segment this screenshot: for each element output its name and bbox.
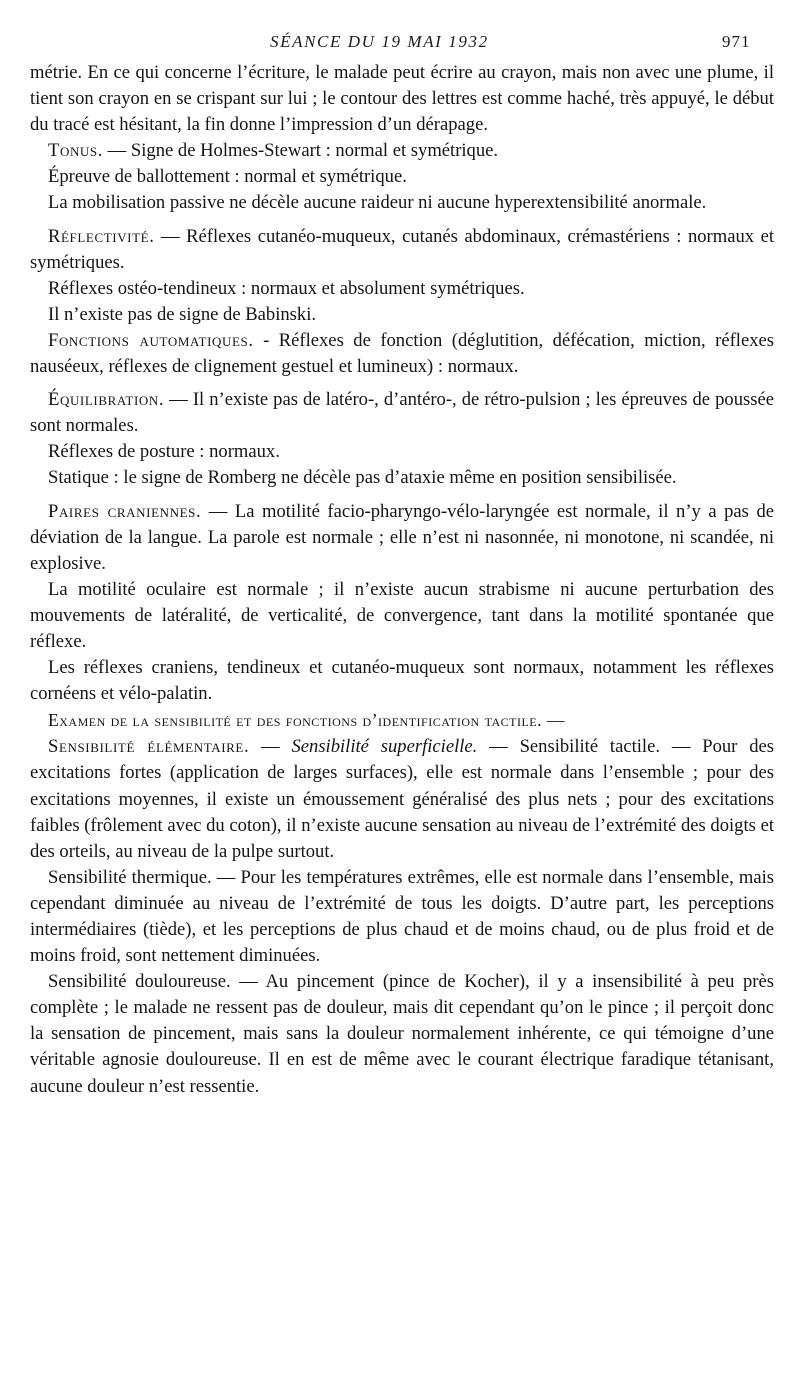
paragraph-reflexes-osteo — [30, 276, 774, 302]
paragraph-text: La mobilisation passive ne décèle aucune raideur ni aucune hyperextensibilité anormale. — [48, 192, 707, 214]
paragraph-text: - Réflexes de fonction (déglutition, défécation, miction, réflexes nauséeux, réflexes de clignement gestuel et lumineux) : normaux. — [30, 329, 774, 378]
paragraph-text: métrie. En ce qui concerne l’écriture, le malade peut écrire au crayon, mais non avec une plume, il tient son crayon en se crispant sur lui ; le contour des lettres est comme haché, très appuyé, le début du tracé est hésitant, la fin donne l’impression d’un dérapage. — [30, 62, 774, 136]
section-heading: Examen de la sensibilité et des fonctions d’identification tactile. — — [48, 710, 566, 731]
paragraph-text: La motilité oculaire est normale ; il n’existe aucun strabisme ni aucune perturbation des mouvements de latéralité, de verticalité, de convergence, tant dans la motilité spontanée que réflexe. — [30, 578, 774, 652]
paragraph-text: Sensibilité douloureuse. — Au pincement (pince de Kocher), il y a insensibilité à peu près complète ; le malade ne ressent pas de douleur, mais dit cependant qu’on le pince ; il perçoit donc la sensation de pincement, mais sans la douleur normalement inhérente, ce qui témoigne d’une véritable agnosie douloureuse. Il en est de même avec le courant électrique faradique tétanisant, aucune douleur n’est ressentie. — [30, 971, 774, 1097]
paragraph-text: — Signe de Holmes-Stewart : normal et symétrique. — [103, 140, 499, 162]
paragraph-examen-sensibilite — [30, 707, 774, 734]
italic-subheading: Sensibilité superficielle. — [291, 736, 478, 758]
paragraph-sensibilite-thermique — [30, 865, 774, 969]
section-lead: Réflectivité. — [48, 225, 155, 247]
section-lead: Équilibration. — [48, 389, 165, 411]
paragraph-text: Épreuve de ballottement : normal et symétrique. — [48, 166, 407, 188]
paragraph-text: Les réflexes craniens, tendineux et cutanéo-muqueux sont normaux, notamment les réflexes cornéens et vélo-palatin. — [30, 657, 774, 705]
paragraph-equilibration — [30, 387, 774, 439]
section-lead: Tonus. — [48, 140, 104, 162]
section-lead: Paires craniennes. — [48, 500, 202, 522]
paragraph-sensibilite-elementaire — [30, 734, 774, 864]
paragraph-text: Réflexes ostéo-tendineux : normaux et absolument symétriques. — [48, 277, 525, 299]
paragraph-reflectivite — [30, 224, 774, 276]
paragraph-ballottement — [30, 164, 774, 190]
section-lead: Sensibilité élémentaire. — [48, 736, 250, 758]
paragraph-babinski — [30, 302, 774, 328]
dash-separator: — — [249, 736, 292, 758]
text-body — [30, 60, 774, 1100]
paragraph-text: — Sensibilité tactile. — Pour des excitations fortes (application de larges surfaces), elle est normale dans l’ensemble ; pour des excitations moyennes, il existe un émoussement généralisé des plus nets ; pour des excitations faibles (frôlement avec du coton), il n’existe aucune sensation au niveau de l’extrémité des doigts et des orteils, au niveau de la pulpe surtout. — [30, 736, 774, 862]
paragraph-paires-craniennes — [30, 499, 774, 577]
paragraph-text: — Réflexes cutanéo-muqueux, cutanés abdominaux, crémastériens : normaux et symétriques. — [30, 225, 774, 273]
paragraph-motilite-oculaire — [30, 577, 774, 655]
paragraph-posture — [30, 439, 774, 465]
running-header — [0, 32, 800, 56]
page-number: 971 — [722, 32, 751, 51]
paragraph-statique — [30, 465, 774, 491]
paragraph-text: Statique : le signe de Romberg ne décèle pas d’ataxie même en position sensibilisée. — [48, 467, 677, 489]
paragraph-reflexes-craniens — [30, 655, 774, 707]
paragraph-tonus — [30, 138, 774, 164]
paragraph-text: Il n’existe pas de signe de Babinski. — [48, 303, 317, 325]
paragraph-text: Réflexes de posture : normaux. — [48, 441, 280, 463]
paragraph-text: — Il n’existe pas de latéro-, d’antéro-, de rétro-pulsion ; les épreuves de poussée sont normales. — [30, 389, 774, 437]
paragraph-sensibilite-douloureuse — [30, 969, 774, 1099]
paragraph-ecriture — [30, 60, 774, 138]
paragraph-text: — La motilité facio-pharyngo-vélo-laryngée est normale, il n’y a pas de déviation de la langue. La parole est normale ; elle n’est ni nasonnée, ni monotone, ni scandée, ni explosive. — [30, 500, 774, 574]
paragraph-text: Sensibilité thermique. — Pour les températures extrêmes, elle est normale dans l’ensemble, mais cependant diminuée au niveau de l’extrémité de tous les doigts. D’autre part, les perceptions intermédiaires (tiède), et les perceptions de plus chaud et de moins chaud, ou de plus froid et de moins froid, sont nettement diminuées. — [30, 866, 774, 967]
running-title: SÉANCE DU 19 MAI 1932 — [270, 32, 489, 51]
paragraph-mobilisation — [30, 190, 774, 216]
section-lead: Fonctions automatiques. — [48, 329, 254, 351]
paragraph-fonctions-automatiques — [30, 328, 774, 380]
